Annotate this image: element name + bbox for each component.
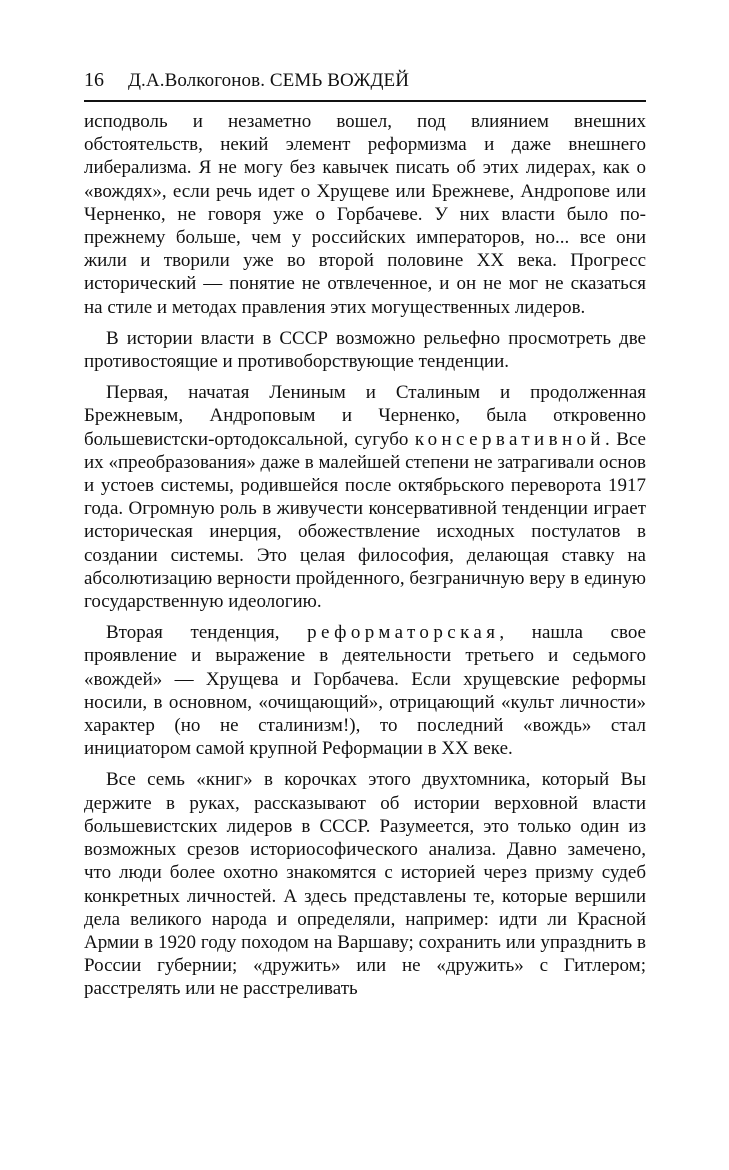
- paragraph-5: Все семь «книг» в корочках этого двухтомника, который Вы держите в руках, рассказывают об истории верховной власти большевистских лидеров в СССР. Разумеется, это только один из возможных срезов историософического анализа. Давно замечено, что люди более охотно знакомятся с историей через призму судеб конкретных личностей. А здесь представлены те, которые вершили дела великого народа и определяли, например: идти ли Красной Армии в 1920 году походом на Варшаву; сохранить или упразднить в России губернии; «дружить» или не «дружить» с Гитлером; расстрелять или не расстреливать: [84, 769, 646, 1000]
- body-text: [84, 110, 646, 1001]
- paragraph-1: исподволь и незаметно вошел, под влиянием внешних обстоятельств, некий элемент реформизма и даже внешнего либерализма. Я не могу без кавычек писать об этих лидерах, как о «вождях», если речь идет о Хрущеве или Брежневе, Андропове или Черненко, не говоря уже о Горбачеве. У них власти было по-прежнему больше, чем у российских императоров, но... все они жили и творили уже во второй половине XX века. Прогресс исторический — понятие не отвлеченное, и он не мог не сказаться на стиле и методах правления этих могущественных лидеров.: [84, 111, 646, 318]
- header-rule: [84, 100, 646, 102]
- paragraph-3-rest: . Все их «преобразования» даже в малейшей степени не затрагивали основ и устоев системы, родившейся после октябрьского переворота 1917 года. Огромную роль в живучести консервативной тенденции играет историческая инерция, обожествление исходных постулатов в создании системы. Это целая философия, делающая ставку на абсолютизацию верности пройденного, безграничную веру в единую государственную идеологию.: [84, 428, 646, 613]
- paragraph-3-start: Первая, начатая Лениным и Сталиным и продолженная Брежневым, Андроповым и Черненко, была откровенно большевистски-ортодоксальной, сугубо: [84, 382, 646, 450]
- page-number: 16: [84, 69, 104, 91]
- paragraph-4-rest: , нашла свое проявление и выражение в деятельности третьего и седьмого «вождей» — Хрущева и Горбачева. Если хрущевские реформы носили, в основном, «очищающий», отрицающий «культ личности» характер (но не сталинизм!), то последний «вождь» стал инициатором самой крупной Реформации в XX веке.: [84, 622, 646, 760]
- book-page: [84, 68, 646, 1009]
- paragraph-2: В истории власти в СССР возможно рельефно просмотреть две противостоящие и противоборствующие тенденции.: [84, 327, 646, 373]
- running-title: Д.А.Волкогонов. СЕМЬ ВОЖДЕЙ: [128, 70, 410, 91]
- spaced-term-reformist: реформаторская: [307, 622, 500, 644]
- paragraph-3: [84, 381, 646, 613]
- spaced-term-conservative: консервативной: [414, 428, 605, 450]
- paragraph-4: [84, 621, 646, 760]
- paragraph-4-start: Вторая тенденция,: [106, 622, 308, 644]
- running-head: [84, 68, 646, 96]
